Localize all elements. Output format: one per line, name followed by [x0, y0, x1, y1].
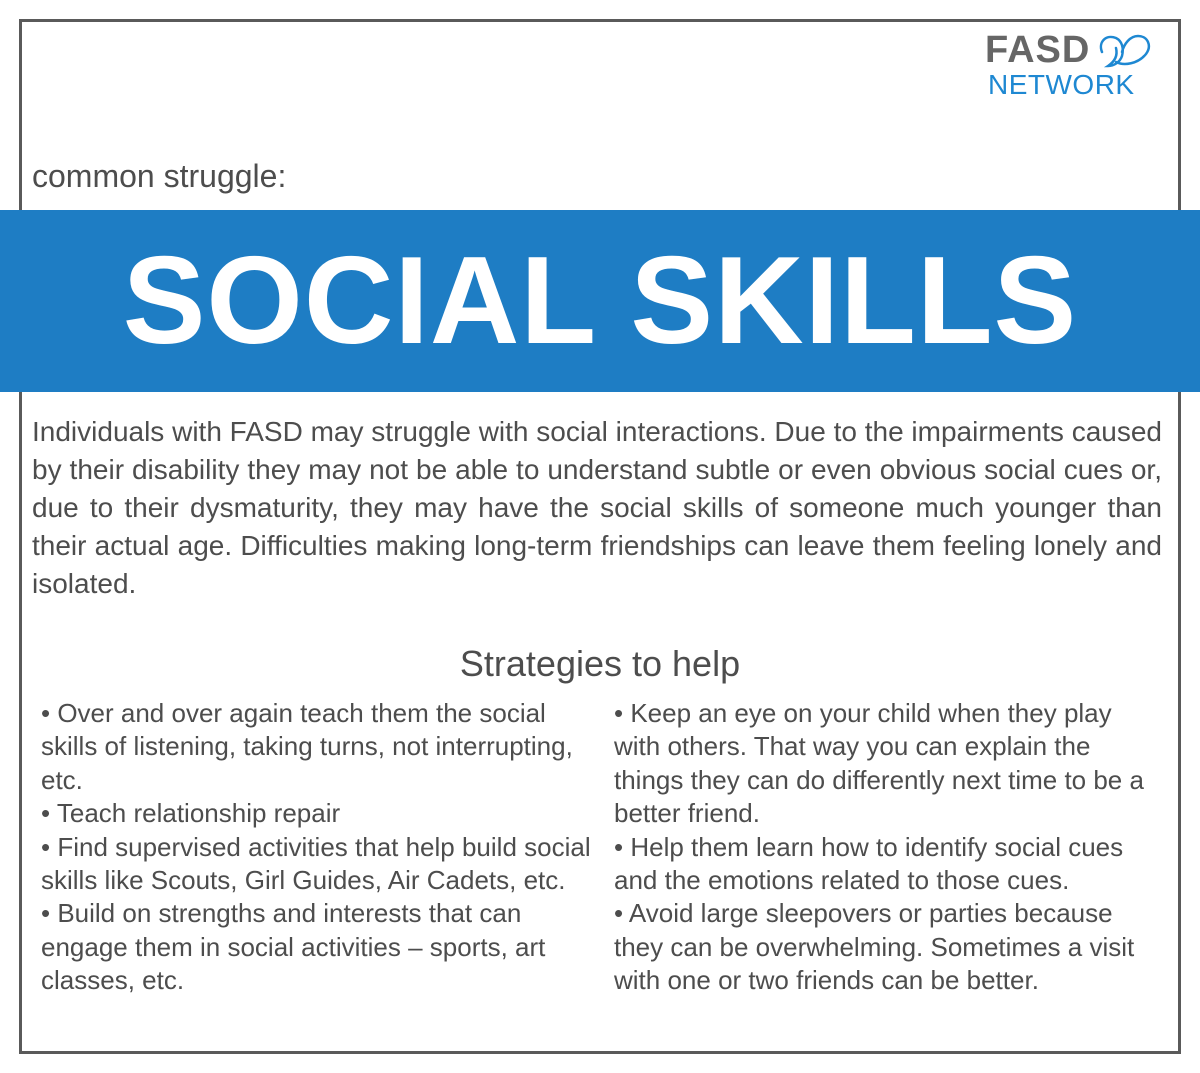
- strategy-item: • Help them learn how to identify social cues and the emotions related to those cues.: [614, 831, 1124, 896]
- fasd-network-logo: [985, 30, 1160, 100]
- strategies-left-column: [41, 697, 597, 998]
- page-title: SOCIAL SKILLS: [122, 232, 1078, 370]
- title-banner: [0, 210, 1200, 392]
- logo-network-text: NETWORK: [988, 69, 1135, 100]
- strategy-item: • Keep an eye on your child when they play with others. That way you can explain the things they can do differently next time to be a better friend.: [614, 698, 1144, 829]
- strategy-item: • Over and over again teach them the social skills of listening, taking turns, not interrupting, etc.: [41, 698, 573, 795]
- strategy-item: • Find supervised activities that help build social skills like Scouts, Girl Guides, Air Cadets, etc.: [41, 831, 591, 896]
- strategies-heading: Strategies to help: [459, 643, 741, 684]
- page-subtitle: common struggle:: [32, 158, 287, 194]
- strategy-item: • Avoid large sleepovers or parties because they can be overwhelming. Sometimes a visit with one or two friends can be better.: [614, 898, 1135, 996]
- heart-outline-icon: [1094, 32, 1152, 70]
- logo-fasd-text: FASD: [985, 29, 1091, 71]
- intro-paragraph: Individuals with FASD may struggle with social interactions. Due to the impairments caused by their disability they may not be able to understand subtle or even obvious social cues or, due to their dysmaturity, they may have the social skills of someone much younger than their actual age. Difficulties making long-term friendships can leave them feeling lonely and isolated.: [32, 416, 1162, 599]
- strategy-item: • Teach relationship repair: [41, 798, 341, 829]
- strategy-item: • Build on strengths and interests that can engage them in social activities – sports, art classes, etc.: [41, 898, 546, 996]
- strategies-right-column: [614, 697, 1162, 998]
